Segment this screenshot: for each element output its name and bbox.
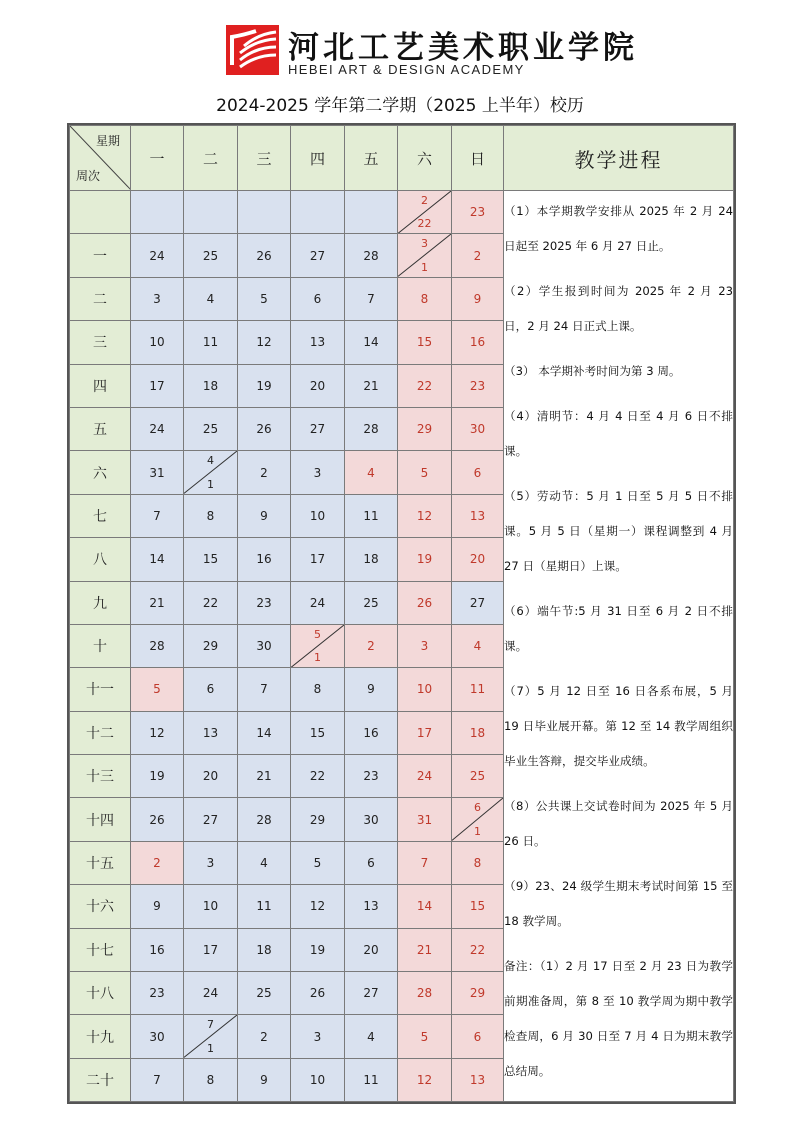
date-cell: 18 — [345, 538, 398, 581]
week-number: 二 — [70, 277, 131, 320]
date-cell: 3 — [291, 1015, 345, 1058]
date-cell: 25 — [184, 407, 238, 450]
date-cell: 3 — [184, 841, 238, 884]
date-cell-month-start — [184, 1015, 238, 1058]
date-cell: 24 — [398, 755, 452, 798]
date-cell: 12 — [291, 885, 345, 928]
date-cell: 2 — [131, 841, 184, 884]
date-cell: 23 — [238, 581, 291, 624]
date-cell-month-start — [452, 798, 504, 841]
date-cell: 29 — [398, 407, 452, 450]
date-cell: 9 — [238, 1058, 291, 1101]
date-cell: 12 — [131, 711, 184, 754]
month-number: 2 — [421, 194, 428, 207]
day-number: 22 — [417, 217, 432, 231]
date-cell: 18 — [184, 364, 238, 407]
date-cell: 13 — [452, 494, 504, 537]
date-cell: 14 — [238, 711, 291, 754]
date-cell: 7 — [238, 668, 291, 711]
date-cell: 15 — [291, 711, 345, 754]
day-number: 1 — [314, 651, 321, 665]
week-number: 十 — [70, 624, 131, 667]
date-cell: 26 — [131, 798, 184, 841]
date-cell: 24 — [131, 234, 184, 277]
date-cell: 25 — [238, 972, 291, 1015]
date-cell: 30 — [131, 1015, 184, 1058]
date-cell: 29 — [452, 972, 504, 1015]
week-number: 十四 — [70, 798, 131, 841]
date-cell-month-start — [291, 624, 345, 667]
date-cell: 5 — [398, 451, 452, 494]
date-cell: 28 — [131, 624, 184, 667]
date-cell: 27 — [184, 798, 238, 841]
week-number: 七 — [70, 494, 131, 537]
progress-note: （1）本学期教学安排从 2025 年 2 月 24 日起至 2025 年 6 月 27 日止。 — [504, 203, 733, 253]
date-cell: 9 — [345, 668, 398, 711]
date-cell: 17 — [291, 538, 345, 581]
date-cell: 18 — [452, 711, 504, 754]
date-cell: 17 — [398, 711, 452, 754]
date-cell: 30 — [452, 407, 504, 450]
date-cell: 7 — [131, 494, 184, 537]
calendar-body — [70, 191, 734, 1102]
date-cell: 4 — [238, 841, 291, 884]
date-cell: 12 — [238, 321, 291, 364]
date-cell: 22 — [452, 928, 504, 971]
date-cell: 9 — [238, 494, 291, 537]
date-cell: 8 — [291, 668, 345, 711]
weekday-header: 一 — [131, 126, 184, 191]
date-cell: 14 — [398, 885, 452, 928]
corner-header — [70, 126, 131, 191]
date-cell: 16 — [238, 538, 291, 581]
progress-note: （7）5 月 12 日至 16 日各系布展，5 月 19 日毕业展开幕。第 12 至 14 教学周组织毕业生答辩，提交毕业成绩。 — [504, 683, 733, 768]
date-cell: 31 — [131, 451, 184, 494]
week-number: 六 — [70, 451, 131, 494]
school-calendar-table — [69, 125, 734, 1102]
date-cell: 5 — [238, 277, 291, 320]
date-cell: 2 — [345, 624, 398, 667]
month-number: 6 — [474, 801, 481, 815]
date-cell: 29 — [184, 624, 238, 667]
date-cell: 17 — [184, 928, 238, 971]
month-number: 5 — [314, 627, 321, 641]
week-number: 十一 — [70, 668, 131, 711]
date-cell — [238, 191, 291, 234]
corner-label-week: 周次 — [76, 169, 101, 183]
date-cell: 19 — [291, 928, 345, 971]
date-cell: 10 — [184, 885, 238, 928]
date-cell: 8 — [184, 1058, 238, 1101]
date-cell: 19 — [238, 364, 291, 407]
date-cell: 23 — [131, 972, 184, 1015]
date-cell: 15 — [184, 538, 238, 581]
date-cell: 6 — [345, 841, 398, 884]
date-cell: 31 — [398, 798, 452, 841]
progress-note: （9）23、24 级学生期末考试时间第 15 至 18 教学周。 — [504, 878, 733, 928]
day-number: 1 — [207, 477, 214, 491]
date-cell: 24 — [131, 407, 184, 450]
date-cell: 6 — [452, 451, 504, 494]
date-cell: 20 — [291, 364, 345, 407]
date-cell: 26 — [291, 972, 345, 1015]
week-number: 一 — [70, 234, 131, 277]
week-number: 十二 — [70, 711, 131, 754]
date-cell: 23 — [452, 191, 504, 234]
date-cell: 2 — [452, 234, 504, 277]
date-cell: 26 — [238, 407, 291, 450]
date-cell: 26 — [398, 581, 452, 624]
date-cell: 4 — [345, 451, 398, 494]
week-number: 五 — [70, 407, 131, 450]
progress-note: （3） 本学期补考时间为第 3 周。 — [504, 363, 681, 378]
date-cell: 29 — [291, 798, 345, 841]
date-cell: 21 — [238, 755, 291, 798]
date-cell: 15 — [452, 885, 504, 928]
weekday-header: 日 — [452, 126, 504, 191]
date-cell: 17 — [131, 364, 184, 407]
date-cell: 23 — [345, 755, 398, 798]
date-cell: 10 — [291, 494, 345, 537]
week-number — [70, 191, 131, 234]
date-cell: 20 — [345, 928, 398, 971]
date-cell: 20 — [452, 538, 504, 581]
date-cell-month-start — [184, 451, 238, 494]
date-cell: 11 — [238, 885, 291, 928]
week-number: 十九 — [70, 1015, 131, 1058]
date-cell: 16 — [345, 711, 398, 754]
weekday-header: 二 — [184, 126, 238, 191]
date-cell: 13 — [345, 885, 398, 928]
date-cell: 5 — [398, 1015, 452, 1058]
date-cell: 11 — [452, 668, 504, 711]
day-number: 1 — [421, 260, 428, 274]
date-cell: 7 — [345, 277, 398, 320]
weekday-header: 六 — [398, 126, 452, 191]
date-cell: 30 — [345, 798, 398, 841]
week-number: 十三 — [70, 755, 131, 798]
month-number: 7 — [207, 1018, 214, 1032]
date-cell: 25 — [452, 755, 504, 798]
date-cell: 3 — [398, 624, 452, 667]
header — [0, 0, 800, 85]
academy-name-cn: 河北工艺美术职业学院 — [288, 30, 638, 66]
week-number: 十六 — [70, 885, 131, 928]
date-cell: 21 — [345, 364, 398, 407]
date-cell — [131, 191, 184, 234]
date-cell: 27 — [452, 581, 504, 624]
date-cell: 11 — [184, 321, 238, 364]
date-cell: 10 — [398, 668, 452, 711]
date-cell: 6 — [291, 277, 345, 320]
progress-note: （6）端午节:5 月 31 日至 6 月 2 日不排课。 — [504, 603, 733, 653]
week-number: 三 — [70, 321, 131, 364]
date-cell: 23 — [452, 364, 504, 407]
academy-logo-icon — [226, 25, 279, 75]
day-number: 1 — [207, 1041, 214, 1055]
month-number: 3 — [421, 237, 428, 251]
date-cell: 19 — [398, 538, 452, 581]
week-number: 九 — [70, 581, 131, 624]
date-cell: 8 — [184, 494, 238, 537]
date-cell: 27 — [291, 234, 345, 277]
date-cell: 2 — [238, 1015, 291, 1058]
week-number: 二十 — [70, 1058, 131, 1101]
date-cell: 25 — [184, 234, 238, 277]
weekday-header: 五 — [345, 126, 398, 191]
date-cell: 28 — [238, 798, 291, 841]
corner-label-weekday: 星期 — [95, 134, 120, 148]
date-cell: 22 — [184, 581, 238, 624]
date-cell: 6 — [452, 1015, 504, 1058]
date-cell: 2 — [238, 451, 291, 494]
date-cell: 30 — [238, 624, 291, 667]
date-cell: 25 — [345, 581, 398, 624]
date-cell: 8 — [452, 841, 504, 884]
date-cell: 22 — [291, 755, 345, 798]
date-cell: 24 — [291, 581, 345, 624]
progress-note: （2）学生报到时间为 2025 年 2 月 23 日，2 月 24 日正式上课。 — [504, 283, 733, 333]
date-cell: 4 — [345, 1015, 398, 1058]
date-cell: 28 — [345, 234, 398, 277]
progress-note: 备注：（1）2 月 17 日至 2 月 23 日为教学前期准备周，第 8 至 10 教学周为期中教学检查周，6 月 30 日至 7 月 4 日为期末教学总结周。 — [504, 958, 733, 1078]
date-cell: 5 — [291, 841, 345, 884]
date-cell: 16 — [452, 321, 504, 364]
progress-note: （5）劳动节：5 月 1 日至 5 月 5 日不排课。5 月 5 日（星期一）课程调整到 4 月 27 日（星期日）上课。 — [504, 488, 733, 573]
week-number: 十五 — [70, 841, 131, 884]
date-cell: 12 — [398, 1058, 452, 1101]
date-cell: 9 — [131, 885, 184, 928]
date-cell: 18 — [238, 928, 291, 971]
date-cell: 3 — [291, 451, 345, 494]
date-cell: 4 — [184, 277, 238, 320]
week-number: 四 — [70, 364, 131, 407]
academy-name-en: HEBEI ART & DESIGN ACADEMY — [288, 62, 525, 77]
week-number: 十八 — [70, 972, 131, 1015]
header-row — [70, 126, 734, 191]
date-cell: 16 — [131, 928, 184, 971]
date-cell: 12 — [398, 494, 452, 537]
date-cell: 9 — [452, 277, 504, 320]
date-cell: 28 — [398, 972, 452, 1015]
date-cell: 5 — [131, 668, 184, 711]
date-cell: 22 — [398, 364, 452, 407]
date-cell: 10 — [291, 1058, 345, 1101]
date-cell: 20 — [184, 755, 238, 798]
page-title: 2024-2025 学年第二学期（2025 上半年）校历 — [216, 96, 584, 116]
weekday-header: 三 — [238, 126, 291, 191]
date-cell: 27 — [291, 407, 345, 450]
day-number: 1 — [474, 824, 481, 838]
date-cell: 28 — [345, 407, 398, 450]
date-cell: 3 — [131, 277, 184, 320]
progress-note: （8）公共课上交试卷时间为 2025 年 5 月 26 日。 — [504, 798, 733, 848]
week-number: 十七 — [70, 928, 131, 971]
date-cell: 7 — [398, 841, 452, 884]
date-cell: 27 — [345, 972, 398, 1015]
week-number: 八 — [70, 538, 131, 581]
date-cell: 11 — [345, 494, 398, 537]
date-cell: 13 — [184, 711, 238, 754]
date-cell — [291, 191, 345, 234]
date-cell: 8 — [398, 277, 452, 320]
date-cell: 11 — [345, 1058, 398, 1101]
month-number: 4 — [207, 454, 214, 468]
date-cell: 10 — [131, 321, 184, 364]
date-cell — [345, 191, 398, 234]
date-cell: 13 — [452, 1058, 504, 1101]
date-cell-month-start — [398, 234, 452, 277]
date-cell: 7 — [131, 1058, 184, 1101]
date-cell: 14 — [131, 538, 184, 581]
date-cell: 24 — [184, 972, 238, 1015]
date-cell: 21 — [398, 928, 452, 971]
date-cell: 6 — [184, 668, 238, 711]
weekday-header: 四 — [291, 126, 345, 191]
date-cell: 26 — [238, 234, 291, 277]
teaching-progress-notes — [504, 191, 734, 1102]
date-cell: 15 — [398, 321, 452, 364]
progress-header: 教学进程 — [504, 126, 734, 191]
date-cell: 4 — [452, 624, 504, 667]
date-cell — [184, 191, 238, 234]
date-cell: 19 — [131, 755, 184, 798]
date-cell: 14 — [345, 321, 398, 364]
date-cell-month-start — [398, 191, 452, 234]
week-row — [70, 191, 734, 234]
date-cell: 21 — [131, 581, 184, 624]
date-cell: 13 — [291, 321, 345, 364]
progress-note: （4）清明节：4 月 4 日至 4 月 6 日不排课。 — [504, 408, 733, 458]
